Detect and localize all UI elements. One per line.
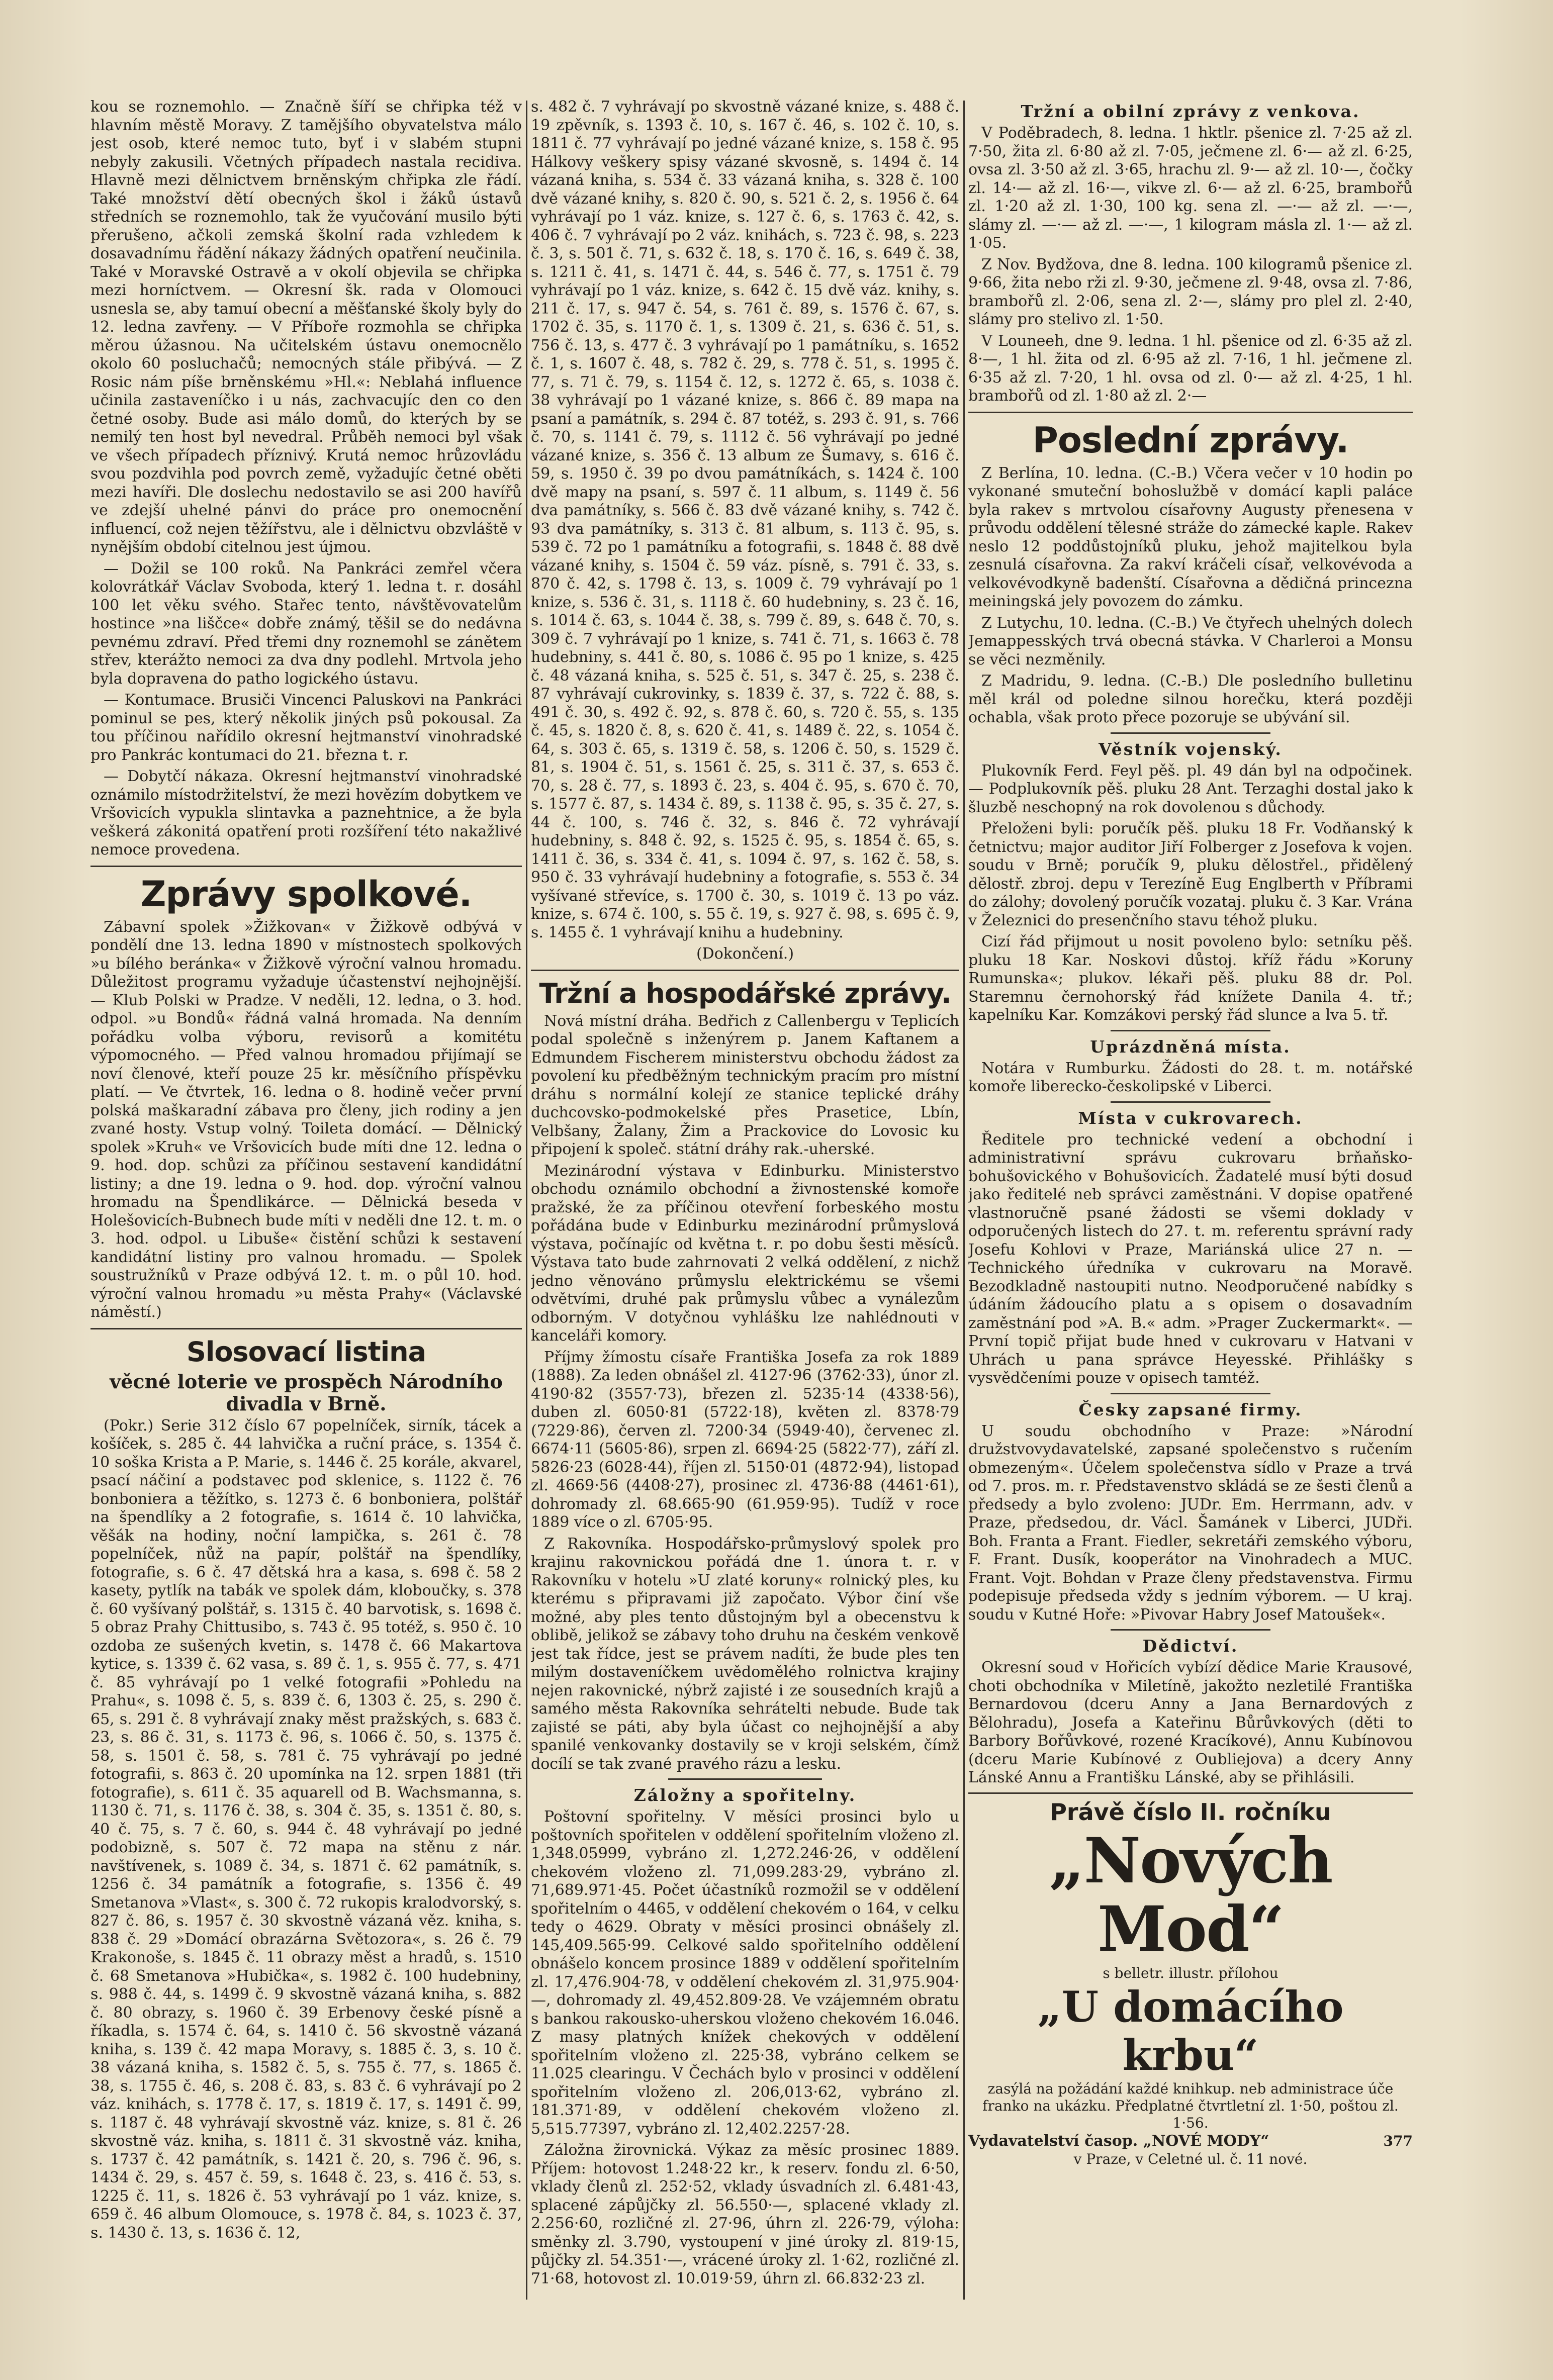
article-rakovnik: Z Rakovníka. Hospodářsko-průmyslový spolek pro krajinu rakovnickou pořádá dne 1. února t. r. v Rakovníku v hotelu »U zlaté koruny« rolnický ples, ku kterému s připravami již započato. Výbor činí vše možné, aby ples tento důstojným byl a obecenstvu k oblibě, jelikož se zábavy toho druhu na českém venkově jest tak řídce, jest se právem nadíti, že bude ples ten milým dostaveníčkem uvědomělého rolnictva krajiny nejen rakovnické, nýbrž zajisté i ze sousedních krajů a samého města Rakovníka sehrátelti nebude. Bude tak zajisté se páti, aby byla účast co nejhojnější a aby spanilé venkovanky dostavily se v kroji selském, čímž docílí se tak zvané pravého rázu a lesku. [531, 1535, 959, 1773]
section-heading-dedictvi: Dědictví. [1142, 1636, 1239, 1656]
ad-address: v Praze, v Celetné ul. č. 11 nové. [1073, 2150, 1308, 2167]
ad-title-secondary: „U domácího krbu“ [1037, 1981, 1344, 2080]
article-postovni-sporitelny: Poštovní spořitelny. V měsíci prosinci bylo u poštovních spořitelen v oddělení spořitelním vloženo zl. 1,348.05999, vybráno zl. 1,272.246·26, v oddělení chekovém vloženo zl. 71,099.283·29, vybráno zl. 71,689.971·45. Počet účastníků rozmožil se v oddělení spořitelním o 4465, v oddělení chekovém o 164, v celku tedy o 4629. Obraty v měsíci prosinci obnášely zl. 145,409.565·99. Celkové saldo spořitelního oddělení obnášelo koncem prosince 1889 v oddělení spořitelním zl. 17,476.904·78, v oddělení chekovém zl. 31,975.904·—, dohromady zl. 49,452.809·28. Ve vzájemném obratu s bankou rakousko-uherskou vloženo chekovém 16.046. Z masy platných knížek chekových v oddělení spořitelním vloženo zl. 225·38, vybráno celkem se 11.025 clearingu. V Čechách bylo v prosinci v oddělení spořitelním vloženo zl. 206,013·62, vybráno zl. 181.371·89, v oddělení chekovém vloženo zl. 5,515.77397, vybráno zl. 12,402.2257·28. [531, 1808, 959, 2138]
article-lutych: Z Lutychu, 10. ledna. (C.-B.) Ve čtyřech uhelných dolech Jemappesských trvá obecná stávka. V Charleroi a Monsu se věci nezměnily. [968, 614, 1413, 669]
article-doziti-100: — Dožil se 100 roků. Na Pankráci zemřel včera kolovrátkář Václav Svoboda, který 1. ledna t. r. dosáhl 100 let věku svého. Stařec tento, návštěvovatelům hostince »na liščce« dobře známý, těšil se do nedávna pevnému zdraví. Před třemi dny roznemohl se zánětem střev, kterážto nemoci za dva dny podlehl. Mrtvola jeho byla dopravena do patho logického ústavu. [90, 559, 522, 688]
article-nov-bydzov: Z Nov. Bydžova, dne 8. ledna. 100 kilogramů pšenice zl. 9·66, žita nebo rži zl. 9·30, ječmene zl. 9·48, ovsa zl. 7·86, brambořů zl. 2·06, sena zl. 2·—, slámy pro plel zl. 2·40, slámy pro stelivo zl. 1·50. [968, 255, 1413, 328]
article-zalozna-zirovnicka: Záložna žirovnická. Výkaz za měsíc prosinec 1889. Příjem: hotovost 1.248·22 kr., k reserv. fondu zl. 6·50, vklady členů zl. 252·52, vklady úsvadních zl. 6.481·43, splacené zápůjčky zl. 56.550·—, splacené vklady zl. 2.256·60, rozličné zl. 27·96, úhrn zl. 226·79, výloha: směnky zl. 3.790, vystoupení v jiné úroky zl. 819·15, půjčky zl. 54.351·—, vrácené úroky zl. 1·62, rozličné zl. 71·68, hotovost zl. 10.019·59, úhrn zl. 66.832·23 zl. [531, 2141, 959, 2288]
ad-body: zasýlá na požádání každé knihkup. neb administrace úče franko na ukázku. Předplatné čtvrtletní zl. 1·50, poštou zl. 1·56. [982, 2080, 1399, 2131]
section-heading-posledni: Poslední zprávy. [1032, 419, 1349, 461]
dokonceni-note: (Dokončení.) [696, 945, 794, 963]
divider [1111, 1629, 1270, 1631]
section-heading-firmy: Česky zapsané firmy. [1078, 1399, 1303, 1419]
article-podebrady: V Poděbradech, 8. ledna. 1 hktlr. pšenice zl. 7·25 až zl. 7·50, žita zl. 6·80 až zl. 7·05, ječmene zl. 6·— až zl. 6·25, ovsa zl. 3·50 až zl. 3·65, hrachu zl. 9·— až zl. 10·—, čočky zl. 14·— až zl. 16·—, vikve zl. 6·— až zl. 6·25, brambořů zl. 1·20 až zl. 1·30, 100 kg. sena zl. —·— až zl. —·—, slámy zl. —·— až zl. —·—, 1 kilogram másla zl. 1·— až zl. 1·05. [968, 124, 1413, 252]
advertisement-nove-mody [968, 1792, 1413, 2168]
article-prijmy-mostu: Příjmy žímostu císaře Františka Josefa za rok 1889 (1888). Za leden obnášel zl. 4127·96 (3762·33), únor zl. 4190·82 (3557·73), březen zl. 5235·14 (4338·56), duben zl. 6050·81 (5722·18), květen zl. 8378·79 (7229·86), červen zl. 7200·34 (5949·40), červenec zl. 6674·11 (5605·86), srpen zl. 6694·25 (5822·77), září zl. 5826·23 (6028·44), říjen zl. 5150·01 (4872·94), listopad zl. 4669·56 (4408·27), prosinec zl. 4736·88 (4461·61), dohromady zl. 68.665·90 (61.959·95). Tudíž v roce 1889 více o zl. 6705·95. [531, 1348, 959, 1531]
section-rule [90, 1328, 522, 1329]
article-vojensky-2: Přeloženi byli: poručík pěš. pluku 18 Fr. Vodňanský k četnictvu; major auditor Jiří Folberger z Josefova k vojen. soudu v Brně; poručík 9, pluku dělostřel., přidělený dělostř. zbroj. depu v Terezíně Eug Englberth v Příbrami do zálohy; dovolený poručík vozataj. pluku č. 3 Kar. Vrána v Železnici do presenčního stavu téhož pluku. [968, 820, 1413, 929]
column-3 [968, 98, 1413, 2305]
section-heading-spolky: Zprávy spolkové. [140, 873, 472, 915]
section-subheading-slosovaci: věcné loterie ve prospěch Národního divadla v Brně. [110, 1370, 503, 1415]
article-dobytci-nakaza: — Dobytčí nákaza. Okresní hejtmanství vinohradské oznámilo místodržitelství, že mezi hovězím dobytkem ve Vršovicích vypukla slintavka a paznehtnice, a že byla veškerá zákonitá opatření proti rozšíření této nakažlivé nemoce provedena. [90, 768, 522, 859]
article-firmy: U soudu obchodního v Praze: »Národní družstvovydavatelské, zapsané společenstvo s ručením obmezeným«. Účelem společenstva sídlo v Praze a trvá od 7. pros. m. r. Představenstvo skládá se ze šesti členů a předsedy a bylo zvoleno: JUDr. Em. Herrmann, adv. v Praze, předsedou, dr. Václ. Šamánek v Liberci, JUDři. Boh. Franta a Frant. Fiedler, sekretáři zemského výboru, F. Frant. Dusík, kooperátor na Vinohradech a MUC. Frant. Vojt. Bohdan v Praze členy představenstva. Firmu podepisuje předseda vždy s jedním výborem. — U kraj. soudu v Kutné Hoře: »Pivovar Habry Josef Matoušek«. [968, 1422, 1413, 1624]
divider [1111, 732, 1270, 734]
article-vojensky-3: Cizí řád přijmout u nosit povoleno bylo: setníku pěš. pluku 18 Kar. Noskovi důstoj. kříž řádu »Koruny Rumunska«; plukov. lékaři pěš. pluku 88 dr. Pol. Staremnu černohorský řád knížete Danila 4. tř.; kapelníku Kar. Komzákovi perský řád slunce a lva 5. tř. [968, 933, 1413, 1024]
article-kontumace: — Kontumace. Brusiči Vincenci Paluskovi na Pankráci pominul se pes, který několik jiných psů pokousal. Za tou příčinou nařídilo okresní hejtmanství vinohradské pro Pankrác kontumaci do 21. března t. r. [90, 691, 522, 764]
ad-title: „Nových Mod“ [1049, 1824, 1332, 1966]
article-dedictvi: Okresní soud v Hořicích vybízí dědice Marie Krausové, choti obchodníka v Miletíně, jakožto nezletilé Františka Bernardovou (dceru Anny a Jana Bernardových z Bělohradu), Josefa a Kateřinu Bůrůvkových (děti to Barbory Bořůvkové, rozené Kracíkové), Annu Kubínovou (dceru Marie Kubínové z Oubliejova) a dcery Anny Lánské Annu a Františku Lánské, aby se přihlásili. [968, 1659, 1413, 1786]
divider [668, 1778, 823, 1780]
section-rule [90, 866, 522, 867]
column-1 [90, 98, 522, 2305]
divider [1111, 1101, 1270, 1103]
column-rule [963, 101, 965, 2300]
column-2 [531, 98, 959, 2305]
divider [1111, 1030, 1270, 1031]
article-slosovaci-pokracovani: s. 482 č. 7 vyhrávají po skvostně vázané knize, s. 488 č. 19 zpěvník, s. 1393 č. 10, s. 167 č. 46, s. 102 č. 10, s. 1811 č. 77 vyhrávají po jedné vázané knize, s. 158 č. 95 Hálkovy veškery spisy vázané skvosně, s. 1494 č. 14 vázaná kniha, s. 534 č. 33 vázaná kniha, s. 328 č. 100 dvě vázané knihy, s. 820 č. 90, s. 521 č. 2, s. 1956 č. 64 vyhrávají po 1 váz. knize, s. 127 č. 6, s. 1763 č. 42, s. 406 č. 7 vyhrávají po 2 váz. knihách, s. 723 č. 98, s. 223 č. 3, s. 501 č. 71, s. 632 č. 18, s. 170 č. 16, s. 649 č. 38, s. 1211 č. 41, s. 1471 č. 44, s. 546 č. 77, s. 1751 č. 79 vyhrávají po 1 váz. knize, s. 642 č. 15 dvě váz. knihy, s. 211 č. 17, s. 947 č. 54, s. 761 č. 89, s. 1576 č. 67, s. 1702 č. 35, s. 1170 č. 1, s. 1309 č. 21, s. 636 č. 51, s. 756 č. 13, s. 477 č. 3 vyhrávají po 1 památníku, s. 1652 č. 1, s. 1607 č. 48, s. 782 č. 29, s. 778 č. 51, s. 1995 č. 77, s. 71 č. 79, s. 1154 č. 12, s. 1272 č. 65, s. 1038 č. 38 vyhrávají po 1 vázané knize, s. 866 č. 89 mapa na psaní a památník, s. 294 č. 87 totéž, s. 293 č. 91, s. 766 č. 70, s. 1141 č. 79, s. 1112 č. 56 vyhrávají po jedné vázané knize, s. 356 č. 13 album ze Šumavy, s. 616 č. 59, s. 1950 č. 39 po dvou památníkách, s. 1424 č. 100 dvě mapy na psaní, s. 597 č. 11 album, s. 1149 č. 56 dva památníky, s. 566 č. 83 dvě vázané knihy, s. 742 č. 93 dva památníky, s. 313 č. 81 album, s. 113 č. 95, s. 539 č. 72 po 1 památníku a fotografii, s. 1848 č. 88 dvě vázané knihy, s. 1504 č. 59 váz. písně, s. 791 č. 33, s. 870 č. 42, s. 1798 č. 13, s. 1009 č. 79 vyhrávají po 1 knize, s. 536 č. 31, s. 1118 č. 60 hudebniny, s. 23 č. 16, s. 1014 č. 63, s. 1044 č. 38, s. 799 č. 89, s. 648 č. 70, s. 309 č. 7 vyhrávají po 1 knize, s. 741 č. 71, s. 1663 č. 78 hudebniny, s. 441 č. 80, s. 1086 č. 95 po 1 knize, s. 425 č. 48 vázaná kniha, s. 525 č. 51, s. 347 č. 25, s. 238 č. 87 vyhrávají cukrovinky, s. 1839 č. 37, s. 722 č. 88, s. 491 č. 30, s. 492 č. 92, s. 878 č. 60, s. 720 č. 55, s. 135 č. 45, s. 1820 č. 8, s. 620 č. 41, s. 1489 č. 22, s. 1054 č. 64, s. 303 č. 65, s. 1319 č. 58, s. 1206 č. 50, s. 1529 č. 81, s. 1904 č. 51, s. 1561 č. 25, s. 311 č. 37, s. 653 č. 70, s. 28 č. 77, s. 1893 č. 23, s. 404 č. 95, s. 670 č. 70, s. 1577 č. 87, s. 1434 č. 89, s. 1138 č. 95, s. 35 č. 27, s. 44 č. 100, s. 746 č. 32, s. 846 č. 72 vyhrávají hudebniny, s. 848 č. 92, s. 1525 č. 95, s. 1854 č. 65, s. 1411 č. 36, s. 334 č. 41, s. 1094 č. 97, s. 162 č. 58, s. 950 č. 33 vyhrávají hudebniny a fotografie, s. 553 č. 34 vyšívané střevíce, s. 1700 č. 30, s. 1019 č. 13 po váz. knize, s. 674 č. 100, s. 55 č. 19, s. 927 č. 98, s. 695 č. 9, s. 1455 č. 1 vyhrávají knihu a hudebniny. [531, 98, 959, 941]
ad-subtitle: s belletr. illustr. přílohou [1103, 1964, 1278, 1981]
article-mistni-draha: Nová místní dráha. Bedřich z Callenbergu v Teplicích podal společně s inženýrem p. Janem Kaftanem a Edmundem Fischerem ministerstvu obchodu žádost za povolení ku předběžným technickým pracím pro místní dráhu s normální kolejí ze stanice teplické dráhy duchcovsko-podmokelské přes Prasetice, Lbín, Velbšany, Žalany, Žim a Prackovice do Lovosic ku připojení k společ. státní dráhy rak.-uherské. [531, 1012, 959, 1158]
section-heading-uprazdnena: Uprázdněná místa. [1090, 1036, 1291, 1057]
divider [1111, 1393, 1270, 1394]
section-rule [968, 412, 1413, 413]
article-edinburk: Mezinárodní výstava v Edinburku. Ministerstvo obchodu oznámilo obchodní a živnostenské komoře pražské, že za příčinou otevření forbeského mostu pořádána bude v Edinburku mezinárodní průmyslová výstava, počínajíc od května t. r. po dobu šesti měsíců. Výstava tato bude zahrnovati 2 velká oddělení, z nichž jedno věnováno průmyslu elektrickému se všemi odvětvími, druhé pak průmyslu vůbec a vynálezům odborným. V dotyčnou vyhlášku lze nahlédnouti v kanceláři komory. [531, 1162, 959, 1345]
article-slosovaci-listina: (Pokr.) Serie 312 číslo 67 popelníček, sirník, tácek a košíček, s. 285 č. 44 lahvička a ruční práce, s. 1354 č. 10 soška Krista a P. Marie, s. 1446 č. 25 korále, akvarel, psací náčiní a podstavec pod sklenice, s. 1122 č. 76 bonboniera a těžítko, s. 1273 č. 6 bonboniera, polštář na špendlíky a 2 fotografie, s. 1614 č. 10 lahvička, věšák na hodiny, noční lampička, s. 261 č. 78 popelníček, nůž na papír, polštář na špendlíky, fotografie, s. 6 č. 47 dětská hra a kasa, s. 698 č. 58 2 kasety, pytlík na tabák ve spolek dám, kloboučky, s. 378 č. 60 vyšívaný polštář, s. 1315 č. 40 barvotisk, s. 1698 č. 5 obraz Prahy Chittusibo, s. 743 č. 95 totéž, s. 950 č. 10 ozdoba ze sušených kvetin, s. 1478 č. 66 Makartova kytice, s. 1339 č. 62 vasa, s. 89 č. 1, s. 955 č. 77, s. 471 č. 85 vyhrávají po 1 velké fotografii »Pohledu na Prahu«, s. 1098 č. 5, s. 839 č. 6, 1303 č. 25, s. 290 č. 65, s. 291 č. 8 vyhrávají znaky měst pražských, s. 683 č. 23, s. 86 č. 31, s. 1173 č. 96, s. 1066 č. 50, s. 1375 č. 58, s. 1501 č. 58, s. 781 č. 75 vyhrávají po jedné fotografii, s. 863 č. 20 upomínka na 12. srpen 1881 (tři fotografie), s. 611 č. 35 aquarell od B. Wachsmanna, s. 1130 č. 71, s. 1176 č. 38, s. 304 č. 35, s. 1351 č. 80, s. 40 č. 75, s. 7 č. 60, s. 944 č. 48 vyhrávají po jedné podobizně, s. 507 č. 72 mapa na stěnu z nár. navštívenek, s. 1089 č. 34, s. 1871 č. 62 památník, s. 1256 č. 34 památník a fotografie, s. 1356 č. 49 Smetanova »Vlast«, s. 300 č. 72 rukopis kralodvorský, s. 827 č. 86, s. 1957 č. 30 skvostně vázaná věz. kniha, s. 838 č. 29 »Domácí obrazárna Světozora«, s. 26 č. 79 Krakonoše, s. 1845 č. 11 obrazy měst a hradů, s. 1510 č. 68 Smetanova »Hubička«, s. 1982 č. 100 hudebniny, s. 988 č. 44, s. 1499 č. 9 skvostně vázaná kniha, s. 882 č. 80 obrazy, s. 1960 č. 39 Erbenovy české písně a říkadla, s. 1574 č. 64, s. 1410 č. 56 skvostně vázaná kniha, s. 139 č. 42 mapa Moravy, s. 1885 č. 3, s. 10 č. 38 vázaná kniha, s. 1582 č. 5, s. 755 č. 77, s. 1865 č. 38, s. 1755 č. 46, s. 208 č. 83, s. 83 č. 6 vyhrávají po 2 váz. knihách, s. 1778 č. 17, s. 1819 č. 17, s. 1491 č. 99, s. 1187 č. 48 vyhrávají skvostně váz. knize, s. 81 č. 26 skvostně váz. kniha, s. 1811 č. 31 skvostně váz. kniha, s. 1737 č. 42 památník, s. 1421 č. 20, s. 796 č. 96, s. 1434 č. 29, s. 457 č. 59, s. 1648 č. 23, s. 416 č. 53, s. 1225 č. 11, s. 1826 č. 53 vyhrávají po 1 váz. knize, s. 659 č. 46 album Olomouce, s. 1978 č. 84, s. 1023 č. 37, s. 1430 č. 13, s. 1636 č. 12, [90, 1416, 522, 2242]
section-heading-trzni: Tržní a hospodářské zprávy. [539, 977, 951, 1009]
article-vojensky-1: Plukovník Ferd. Feyl pěš. pl. 49 dán byl na odpočinek. — Podplukovník pěš. pluku 28 Ant. Terzaghi dostal jako k šluzbě neschopný na rok dovolenou s důchody. [968, 761, 1413, 816]
section-heading-zalozny: Záložny a spořitelny. [633, 1785, 857, 1805]
ad-footer-row [968, 2132, 1413, 2151]
section-heading-vojensky: Věstník vojenský. [1099, 739, 1283, 759]
section-heading-slosovaci: Slosovací listina [186, 1336, 426, 1368]
article-berlin: Z Berlína, 10. ledna. (C.-B.) Včera večer v 10 hodin po vykonané smuteční bohoslužbě v domácí kapli paláce byla rakev s mrtvolou císařovny Augusty přenesena v průvodu oddělení tělesné stráže do zámecké kaple. Rakev neslo 12 poddůstojníků pluku, jehož majitelkou byla zesnulá císařovna. Za rakví kráčeli císař, velkovévoda a velkovévodkyně badenští. Císařovna a dědičná princezna meiningská jely povozem do zámku. [968, 464, 1413, 610]
column-rule [526, 101, 527, 2300]
ad-number: 377 [1383, 2132, 1413, 2149]
article-cukrovary: Ředitele pro technické vedení a obchodní i administrativní správu cukrovaru brňaňsko-bohušovického v Bohušovicích. Žadatelé musí býti dosud jako ředitelé neb správci zaměstnáni. V dopise opatřené vlastnoručně psané žádosti se všemi doklady v odporučených listech do 27. t. m. referentu správní rady Josefu Kohlovi v Praze, Mariánská ulice 27 n. — Technického úředníka v cukrovaru na Moravě. Bezodkladně nastoupiti nutno. Neodporučené nabídky s údáním žádoucího platu a s opisem o dosavadním zaměstnání pod »A. B.« adm. »Prager Zuckermarkt«. — První topič přijat bude hned v cukrovaru v Hatvani v Uhrách u pana správce Heyesské. Přihlášky s vysvědčeními pouze v opisech tamtéž. [968, 1130, 1413, 1387]
section-heading-obilni: Tržní a obilní zprávy z venkova. [1021, 102, 1360, 121]
ad-publisher: Vydavatelství časop. „NOVÉ MODY“ [968, 2132, 1269, 2150]
article-notar: Notára v Rumburku. Žádosti do 28. t. m. notářské komoře liberecko-českolipské v Liberci. [968, 1059, 1413, 1095]
ad-headline: Právě číslo II. ročníku [1050, 1798, 1331, 1826]
article-louny: V Louneeh, dne 9. ledna. 1 hl. pšenice od zl. 6·35 až zl. 8·—, 1 hl. žita od zl. 6·95 až zl. 7·16, 1 hl. ječmene zl. 6·35 až zl. 7·20, 1 hl. ovsa od zl. 0·— až zl. 4·25, 1 hl. brambořů od zl. 1·80 až zl. 2·— [968, 332, 1413, 405]
section-heading-cukrovary: Místa v cukrovarech. [1078, 1108, 1303, 1128]
article-spolky: Zábavní spolek »Žižkovan« v Žižkově odbývá v pondělí dne 13. ledna 1890 v místnostech spolkových »u bílého beránka« v Žižkově výroční valnou hromadu. Důležitost programu vyžaduje účastenství nejhojnější. — Klub Polski w Pradze. V neděli, 12. ledna, o 3. hod. odpol. »u Bondů« řádná valná hromada. Na denním pořádku volba výboru, revisorů a komitétu výpomocného. — Před valnou hromadou přijímají se noví členové, kteří pouze 25 kr. měsíčního příspěvku platí. — Ve čtvrtek, 16. ledna o 8. hodině večer první polská maškaradní zábava pro členy, jich rodiny a jen zvané hosty. Vstup volný. Toileta domácí. — Dělnický spolek »Kruh« ve Vršovicích bude míti dne 12. ledna o 9. hod. dop. schůzi za příčinou sestavení kandidátní listiny; a dne 19. ledna o 9. hod. dop. výroční valnou hromadu na Špendlikárce. — Dělnická beseda v Holešovicích-Bubnech bude míti v neděli dne 12. t. m. o 3. hod. odpol. u Libuše« čistění schůzi k sestavení kandidátní listiny pro valnou hromadu. — Spolek soustružníků v Praze odbývá 12. t. m. o půl 10. hod. výroční valnou hromadu »u města Prahy« (Václavské náměstí.) [90, 918, 522, 1321]
section-rule [531, 970, 959, 971]
article-madrid: Z Madridu, 9. ledna. (C.-B.) Dle posledního bulletinu měl král od poledne silnou horečku, která později ochabla, však proto přece pozoruje se ubývání sil. [968, 672, 1413, 726]
article-chripka: kou se roznemohlo. — Značně šíří se chřipka též v hlavním městě Moravy. Z tamějšího obyvatelstva málo jest osob, které nemoc tuto, byť i v slabém stupni nebyly zakusili. Včetných případech nastala recidiva. Hlavně mezi dělnictvem brněnským chřipka zle řádí. Také množství dětí obecných škol i žáků ústavů středních se roznemohlo, tak že vyučování musilo býti přerušeno, ačkoli zemská školní rada vzhledem k dosavadnímu řádění nákazy žádných opatření neučinila. Také v Moravské Ostravě a v okolí objevila se chřipka mezi horníctvem. — Okresní šk. rada v Olomouci usnesla se, aby tamuí obecní a měšťanské školy byly do 12. ledna zavřeny. — V Příboře rozmohla se chřipka měrou úžasnou. Na učitelském ústavu onemocnělo okolo 60 posluchačů; nemocných stále přibývá. — Z Rosic nám píše brněnskému »Hl.«: Neblahá influence učinila zastaveníčko i u nás, zachvacujíc den co den četné osoby. Bude asi málo domů, do kterých by se nemilý ten host byl nevedral. Průběh nemoci byl však ve všech případech příznivý. Krutá nemoc hrůzovládu svou pozdvihla pod povrch země, vyžadujíc četné oběti mezi havíři. Dle doslechu nedostavilo se asi 200 havířů ve zdejší uhelné pánvi do práce pro onemocnění influencí, což nejen těžířstvu, ale i dělnictvu obzvláště v nynějším období citelnou jest újmou. [90, 98, 522, 556]
